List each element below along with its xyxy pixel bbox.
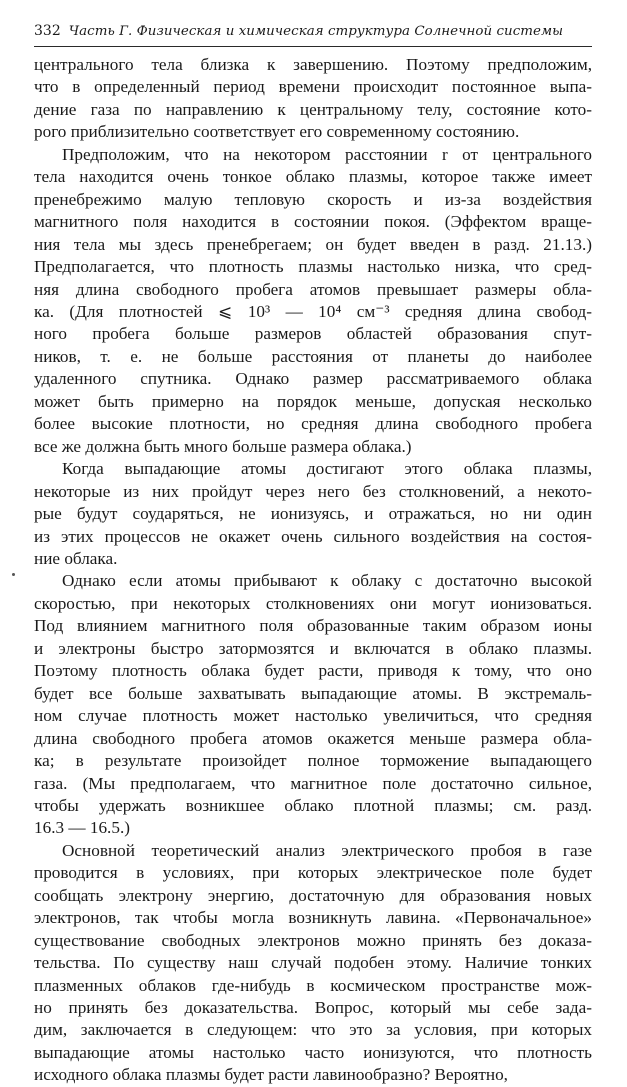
text-line: что в определенный период времени происходит постоянное выпа- bbox=[34, 77, 592, 97]
body-text bbox=[34, 54, 592, 1087]
text-line: ние облака. bbox=[34, 548, 118, 568]
text-line: может быть примерно на порядок меньше, допуская несколько bbox=[34, 391, 592, 411]
text-line: Основной теоретический анализ электрического пробоя в газе bbox=[62, 840, 592, 860]
paragraph bbox=[34, 458, 592, 570]
text-line: Когда выпадающие атомы достигают этого облака плазмы, bbox=[62, 459, 592, 479]
text-line: ка. (Для плотностей ⩽ 10³ — 10⁴ см⁻³ средняя длина свобод- bbox=[34, 301, 592, 321]
text-line: существование свободных электронов можно принять без доказа- bbox=[34, 930, 592, 950]
text-line: и электроны быстро затормозятся и включатся в облако плазмы. bbox=[34, 638, 592, 658]
text-line: Предполагается, что плотность плазмы настолько низка, что сред- bbox=[34, 257, 592, 277]
text-line: пренебрежимо малую тепловую скорость и из-за воздействия bbox=[34, 189, 592, 209]
text-line: все же должна быть много больше размера облака.) bbox=[34, 436, 412, 456]
page-number: 332 bbox=[34, 23, 61, 39]
text-line: выпадающие атомы настолько часто ионизуются, что плотность bbox=[34, 1042, 592, 1062]
text-line: ка; в результате произойдет полное торможение выпадающего bbox=[34, 751, 592, 771]
text-line: ного пробега больше размеров областей образования спут- bbox=[34, 324, 592, 344]
text-line: скоростью, при некоторых столкновениях они могут ионизоваться. bbox=[34, 593, 592, 613]
text-line: будет все больше захватывать выпадающие атомы. В экстремаль- bbox=[34, 683, 592, 703]
text-line: проводится в условиях, при которых электрическое поле будет bbox=[34, 863, 592, 883]
paragraph bbox=[34, 144, 592, 458]
text-line: ников, т. е. не больше расстояния от планеты до наиболее bbox=[34, 346, 592, 366]
text-line: магнитного поля находится в состоянии покоя. (Эффектом враще- bbox=[34, 212, 592, 232]
text-line: некоторые из них пройдут через него без столкновений, а некото- bbox=[34, 481, 592, 501]
paragraph bbox=[34, 840, 592, 1087]
text-line: более высокие плотности, но средняя длина свободного пробега bbox=[34, 414, 592, 434]
text-line: 16.3 — 16.5.) bbox=[34, 818, 130, 838]
text-line: тельства. По существу наш случай подобен этому. Наличие тонких bbox=[34, 953, 592, 973]
text-line: исходного облака плазмы будет расти лавинообразно? Вероятно, bbox=[34, 1065, 508, 1085]
text-line: Под влиянием магнитного поля образованные таким образом ионы bbox=[34, 616, 592, 636]
text-line: Предположим, что на некотором расстоянии r от центрального bbox=[62, 144, 592, 164]
text-line: рого приблизительно соответствует его современному состоянию. bbox=[34, 122, 520, 142]
margin-dot bbox=[12, 573, 15, 576]
text-line: ном случае плотность может настолько увеличиться, что средняя bbox=[34, 706, 592, 726]
text-line: длина свободного пробега атомов окажется меньше размера обла- bbox=[34, 728, 592, 748]
text-line: чтобы удержать возникшее облако плотной плазмы; см. разд. bbox=[34, 795, 592, 815]
running-head bbox=[34, 22, 592, 47]
text-line: электронов, так чтобы могла возникнуть лавина. «Первоначальное» bbox=[34, 908, 592, 928]
text-line: но принять без доказательства. Вопрос, который мы себе зада- bbox=[34, 998, 592, 1018]
text-line: дение газа по направлению к центральному телу, состояние кото- bbox=[34, 99, 592, 119]
paragraph bbox=[34, 54, 592, 144]
text-line: дим, заключается в следующем: что это за условия, при которых bbox=[34, 1020, 592, 1040]
text-line: няя длина свободного пробега атомов превышает размеры обла- bbox=[34, 279, 592, 299]
text-line: сообщать электрону энергию, достаточную для образования новых bbox=[34, 885, 592, 905]
text-line: Поэтому плотность облака будет расти, приводя к тому, что оно bbox=[34, 661, 592, 681]
text-line: плазменных облаков где-нибудь в космическом пространстве мож- bbox=[34, 975, 592, 995]
text-line: ния тела мы здесь пренебрегаем; он будет введен в разд. 21.13.) bbox=[34, 234, 592, 254]
text-line: центрального тела близка к завершению. Поэтому предположим, bbox=[34, 55, 592, 74]
paragraph bbox=[34, 570, 592, 839]
text-line: Однако если атомы прибывают к облаку с достаточно высокой bbox=[62, 571, 592, 591]
book-page bbox=[34, 22, 592, 1087]
running-head-title: Часть Г. Физическая и химическая структура Солнечной системы bbox=[68, 24, 564, 39]
text-line: рые будут соударяться, не ионизуясь, и отражаться, но ни один bbox=[34, 504, 592, 524]
text-line: тела находится очень тонкое облако плазмы, которое также имеет bbox=[34, 167, 592, 187]
text-line: газа. (Мы предполагаем, что магнитное поле достаточно сильное, bbox=[34, 773, 592, 793]
text-line: из этих процессов не окажет очень сильного воздействия на состоя- bbox=[34, 526, 592, 546]
text-line: удаленного спутника. Однако размер рассматриваемого облака bbox=[34, 369, 592, 389]
